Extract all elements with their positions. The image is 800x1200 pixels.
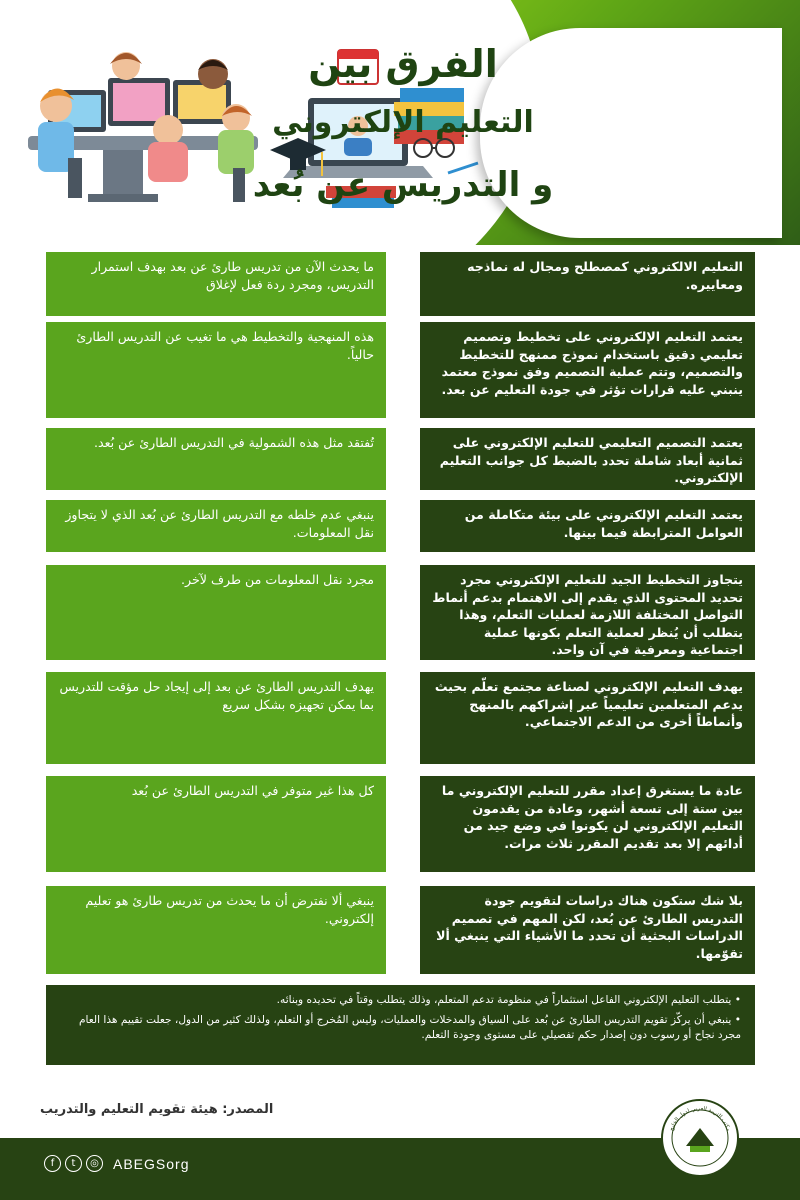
elearning-card-4: يعتمد التعليم الإلكتروني على بيئة متكاملة من العوامل المترابطة فيما بينها.: [420, 500, 755, 552]
remote-card-2: هذه المنهجية والتخطيط هي ما تغيب عن التدريس الطارئ حالياً.: [46, 322, 386, 418]
remote-card-5: مجرد نقل المعلومات من طرف لآخر.: [46, 565, 386, 660]
summary-point-1: • يتطلب التعليم الإلكتروني الفاعل استثماراً في منظومة تدعم المتعلم، وذلك يتطلب وقتاً في تحديده وبنائه.: [276, 994, 741, 1006]
elearning-card-1: التعليم الالكتروني كمصطلح ومجال له نماذجه ومعاييره.: [420, 252, 755, 316]
remote-card-4: ينبغي عدم خلطه مع التدريس الطارئ عن بُعد الذي لا يتجاوز نقل المعلومات.: [46, 500, 386, 552]
title-line-1: الفرق بين: [308, 42, 498, 86]
twitter-icon[interactable]: t: [65, 1155, 82, 1172]
social-links: [44, 1155, 189, 1172]
instagram-icon[interactable]: ◎: [86, 1155, 103, 1172]
title-line-2: التعليم الإلكتروني: [272, 105, 534, 140]
remote-card-7: كل هذا غير متوفر في التدريس الطارئ عن بُعد: [46, 776, 386, 872]
elearning-card-6: يهدف التعليم الإلكتروني لصناعة مجتمع تعلّم بحيث يدعم المتعلمين تعليمياً عبر إشراكهم بالمنهج وأنماطاً أخرى من الدعم الاجتماعي.: [420, 672, 755, 764]
remote-card-1: ما يحدث الآن من تدريس طارئ عن بعد بهدف استمرار التدريس، ومجرد ردة فعل لإغلاق: [46, 252, 386, 316]
elearning-card-5: يتجاوز التخطيط الجيد للتعليم الإلكتروني مجرد تحديد المحتوى الذي يقدم إلى الاهتمام بدعم أنماط التواصل المختلفة اللازمة لعمليات التعلم، وهذا يتطلب أن يُنظر لعملية التعلم بكونها عملية اجتماعية ومعرفية في آن واحد.: [420, 565, 755, 660]
logo-text: مكتب التربية العربي لدول الخليج: [668, 1105, 732, 1132]
elearning-card-8: بلا شك ستكون هناك دراسات لتقويم جودة التدريس الطارئ عن بُعد، لكن المهم في تصميم الدراسات البحثية أن تحدد ما الأشياء التي ينبغي ألا تقوّمها.: [420, 886, 755, 974]
summary-point-2: • ينبغي أن يركّز تقويم التدريس الطارئ عن بُعد على السياق والمدخلات والعمليات، وليس المُخرج أو التعلم، ولذلك كثير من الدول، جعلت تقييم هذا العام مجرد نجاح أو رسوب دون إصدار حكم تفصيلي على مستوى وجودة التعلم.: [78, 1014, 741, 1041]
remote-card-3: تُفتقد مثل هذه الشمولية في التدريس الطارئ عن بُعد.: [46, 428, 386, 490]
facebook-icon[interactable]: f: [44, 1155, 61, 1172]
title-line-3: و التدريس عن بُعد: [252, 165, 554, 205]
source-credit: المصدر: هيئة تقويم التعليم والتدريب: [40, 1102, 274, 1117]
remote-card-8: ينبغي ألا نفترض أن ما يحدث من تدريس طارئ هو تعليم إلكتروني.: [46, 886, 386, 974]
abegs-logo: [660, 1098, 740, 1178]
summary-box: [46, 985, 755, 1065]
elearning-card-7: عادة ما يستغرق إعداد مقرر للتعليم الإلكتروني ما بين ستة إلى تسعة أشهر، وعادة من يقدمون التعليم الإلكتروني لن يكونوا في وضع جيد من أدائهم إلا بعد تقديم المقرر ثلاث مرات.: [420, 776, 755, 872]
elearning-card-3: يعتمد التصميم التعليمي للتعليم الإلكتروني على ثمانية أبعاد شاملة تحدد بالضبط كل جوانب التعليم الإلكتروني.: [420, 428, 755, 490]
elearning-card-2: يعتمد التعليم الإلكتروني على تخطيط وتصميم تعليمي دقيق باستخدام نموذج ممنهج للتخطيط والتصميم، وتتم عملية التصميم وفق نموذج معتمد ينبني عليه قرارات تؤثر في جودة التعليم عن بعد.: [420, 322, 755, 418]
social-handle[interactable]: ABEGSorg: [113, 1155, 190, 1172]
header-banner: [0, 0, 800, 245]
remote-card-6: يهدف التدريس الطارئ عن بعد إلى إيجاد حل مؤقت للتدريس بما يمكن تجهيزه بشكل سريع: [46, 672, 386, 764]
